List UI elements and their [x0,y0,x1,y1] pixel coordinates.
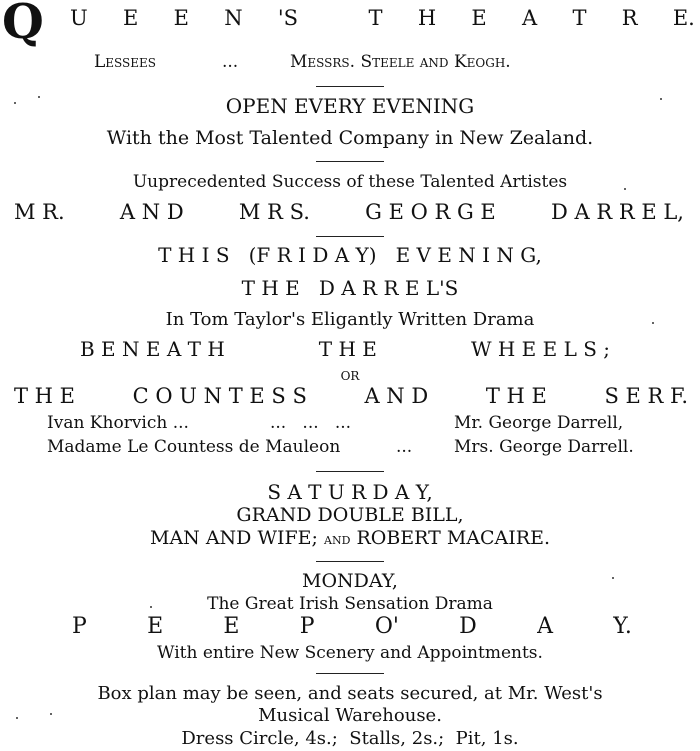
double-bill-line: GRAND DOUBLE BILL, [236,504,464,526]
print-speck [50,713,52,715]
title-letter: E [471,6,487,30]
drama-description: The Great Irish Sensation Drama [207,594,493,614]
lessees-value: Messrs. Steele and Keogh. [290,52,511,72]
play-title-word: T H E [14,384,76,408]
play-title-word: W H E E L S ; [470,337,610,361]
peep-letter: P [299,614,315,639]
open-heading: OPEN EVERY EVENING [225,94,475,118]
divider [316,236,384,237]
artistes-word: G E O R G E [365,200,496,224]
title-letter: R [621,6,638,30]
peep-letter: Y. [613,614,632,639]
countess-line [14,384,688,408]
drama-line: In Tom Taylor's Eligantly Written Drama [165,309,535,330]
drop-cap: Q [2,0,44,50]
print-speck [612,577,614,579]
play-name: ROBERT MACAIRE. [356,527,550,549]
darrels-heading: T H E D A R R E L'S [241,276,459,300]
print-speck [624,188,626,190]
peep-letter: P [72,614,87,639]
peep-line [72,614,632,639]
and-word: and [324,530,351,548]
friday-heading: T H I S (F R I D A Y) E V E N I N G, [158,243,542,267]
print-speck [652,322,654,324]
divider [316,161,384,162]
peep-letter: E [223,614,240,639]
print-speck [660,98,662,100]
or-line: OR [340,369,360,383]
artistes-word: M R. [14,200,65,224]
print-speck [16,717,18,719]
boxplan-line: Box plan may be seen, and seats secured, at Mr. West's [97,683,603,704]
monday-heading: MONDAY, [302,570,398,592]
play-title-word: B E N E A T H [80,337,225,361]
play-title-word: C O U N T E S S [132,384,307,408]
success-line: Uuprecedented Success of these Talented Artistes [132,172,568,192]
beneath-line [80,337,610,361]
cast-actor: Mr. George Darrell, [454,413,624,433]
lessees-label: Lessees [94,52,157,72]
peep-letter: E [147,614,164,639]
title-letter: N [224,6,243,30]
open-subheading: With the Most Talented Company in New Zealand. [106,127,594,149]
play-name: MAN AND WIFE; [150,527,318,549]
warehouse-line: Musical Warehouse. [258,705,442,726]
title-letter: T [572,6,587,30]
scenery-line: With entire New Scenery and Appointments. [157,643,543,663]
plays-line [0,527,700,549]
title-letter: T [368,6,383,30]
title-letter: 'S [277,6,298,30]
divider [316,471,384,472]
divider [316,86,384,87]
cast-actor: Mrs. George Darrell. [454,437,634,457]
title-letter: E [122,6,139,30]
peep-letter: D [459,614,477,639]
divider [316,561,384,562]
title-letter: A [522,6,538,30]
cast-role: Madame Le Countess de Mauleon [47,437,341,457]
prices-line: Dress Circle, 4s.; Stalls, 2s.; Pit, 1s. [181,728,519,749]
print-speck [150,606,152,608]
artistes-word: M R S. [238,200,310,224]
print-speck [38,96,40,98]
cast-dots: ... [396,437,413,457]
title-letter: E [173,6,189,30]
peep-letter: A [537,614,553,639]
cast-role: Ivan Khorvich ... [47,413,189,433]
print-speck [14,102,16,104]
play-title-word: T H E [318,337,377,361]
artistes-line [14,200,684,224]
play-title-word: T H E [485,384,547,408]
divider [316,673,384,674]
lessees-dots: ... [222,52,239,72]
play-title-word: S E R F. [604,384,688,408]
title-letter: E. [672,6,695,30]
play-title-word: A N D [364,384,429,408]
cast-dots: ... ... ... [270,413,352,433]
peep-letter: O' [374,614,399,639]
saturday-heading: S A T U R D A Y, [267,480,433,504]
title-letter: U [70,6,88,30]
artistes-word: A N D [119,200,184,224]
artistes-word: D A R R E L, [551,200,684,224]
title-letter: H [417,6,437,30]
theatre-title [70,6,695,30]
